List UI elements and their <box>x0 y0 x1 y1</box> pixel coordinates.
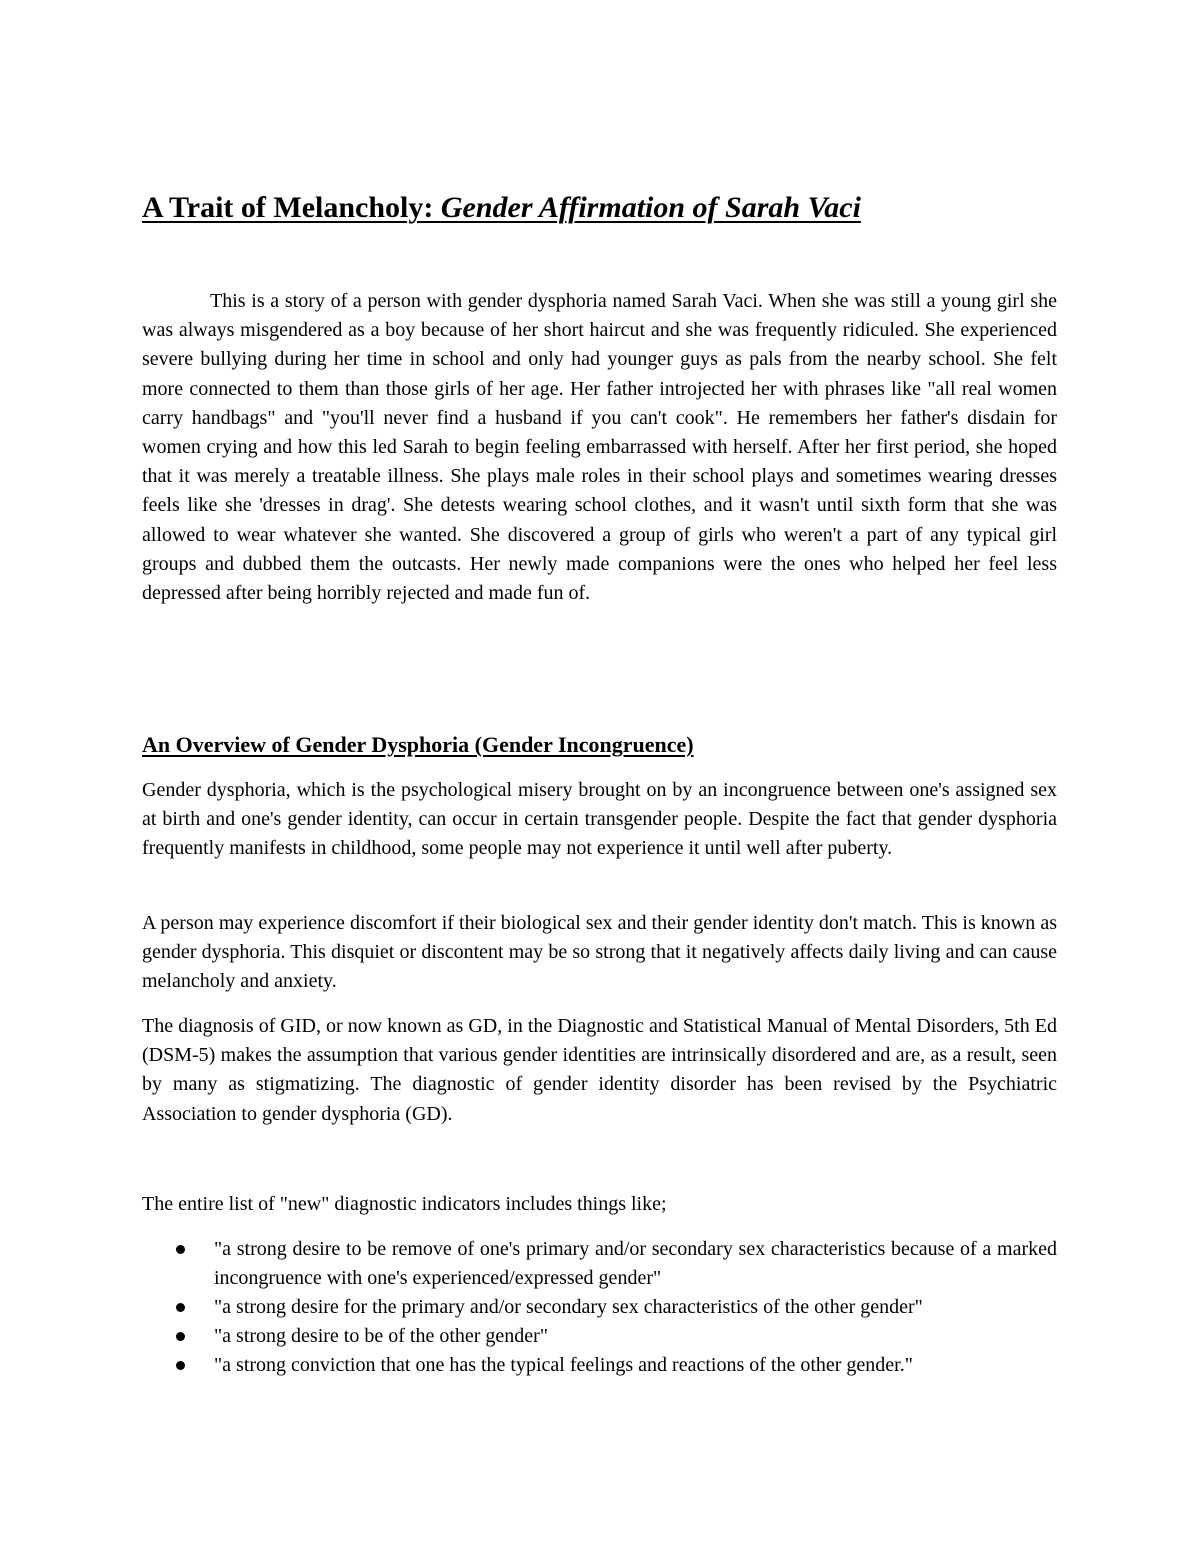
list-item <box>142 1351 1057 1380</box>
bullet-icon <box>176 1332 185 1341</box>
section-heading: An Overview of Gender Dysphoria (Gender Incongruence) <box>142 732 694 757</box>
title-main: A Trait of Melancholy: <box>142 191 441 224</box>
overview-paragraph-1: Gender dysphoria, which is the psychological misery brought on by an incongruence between one's assigned sex at birth and one's gender identity, can occur in certain transgender people. Despite the fact that gender dysphoria frequently manifests in childhood, some people may not experience it until well after puberty. <box>142 779 1057 860</box>
overview-paragraph-2: A person may experience discomfort if their biological sex and their gender identity don't match. This is known as gender dysphoria. This disquiet or discontent may be so strong that it negatively affects daily living and can cause melancholy and anxiety. <box>142 912 1057 993</box>
indicator-text: "a strong desire to be remove of one's primary and/or secondary sex characteristics because of a marked incongruence with one's experienced/expressed gender" <box>214 1238 1057 1289</box>
list-intro: The entire list of "new" diagnostic indicators includes things like; <box>142 1193 667 1215</box>
bullet-icon <box>176 1361 185 1370</box>
document-title <box>142 188 1062 228</box>
indicator-text: "a strong desire for the primary and/or secondary sex characteristics of the other gender" <box>214 1296 923 1318</box>
list-item <box>142 1235 1057 1293</box>
title-subtitle: Gender Affirmation of Sarah Vaci <box>440 191 861 224</box>
list-item <box>142 1293 1057 1322</box>
bullet-icon <box>176 1303 185 1312</box>
indicator-text: "a strong desire to be of the other gender" <box>214 1325 548 1347</box>
bullet-icon <box>176 1245 185 1254</box>
list-item <box>142 1322 1057 1351</box>
overview-paragraph-3: The diagnosis of GID, or now known as GD, in the Diagnostic and Statistical Manual of Mental Disorders, 5th Ed (DSM-5) makes the assumption that various gender identities are intrinsically disordered and are, as a result, seen by many as stigmatizing. The diagnostic of gender identity disorder has been revised by the Psychiatric Association to gender dysphoria (GD). <box>142 1015 1057 1125</box>
intro-paragraph: This is a story of a person with gender dysphoria named Sarah Vaci. When she was still a young girl she was always misgendered as a boy because of her short haircut and she was frequently ridiculed. She experienced severe bullying during her time in school and only had younger guys as pals from the nearby school. She felt more connected to them than those girls of her age. Her father introjected her with phrases like "all real women carry handbags" and "you'll never find a husband if you can't cook". He remembers her father's disdain for women crying and how this led Sarah to begin feeling embarrassed with herself. After her first period, she hoped that it was merely a treatable illness. She plays male roles in their school plays and sometimes wearing dresses feels like she 'dresses in drag'. She detests wearing school clothes, and it wasn't until sixth form that she was allowed to wear whatever she wanted. She discovered a group of girls who weren't a part of any typical girl groups and dubbed them the outcasts. Her newly made companions were the ones who helped her feel less depressed after being horribly rejected and made fun of. <box>142 290 1057 605</box>
indicator-text: "a strong conviction that one has the typical feelings and reactions of the other gender." <box>214 1354 913 1376</box>
indicator-list <box>142 1235 1057 1380</box>
